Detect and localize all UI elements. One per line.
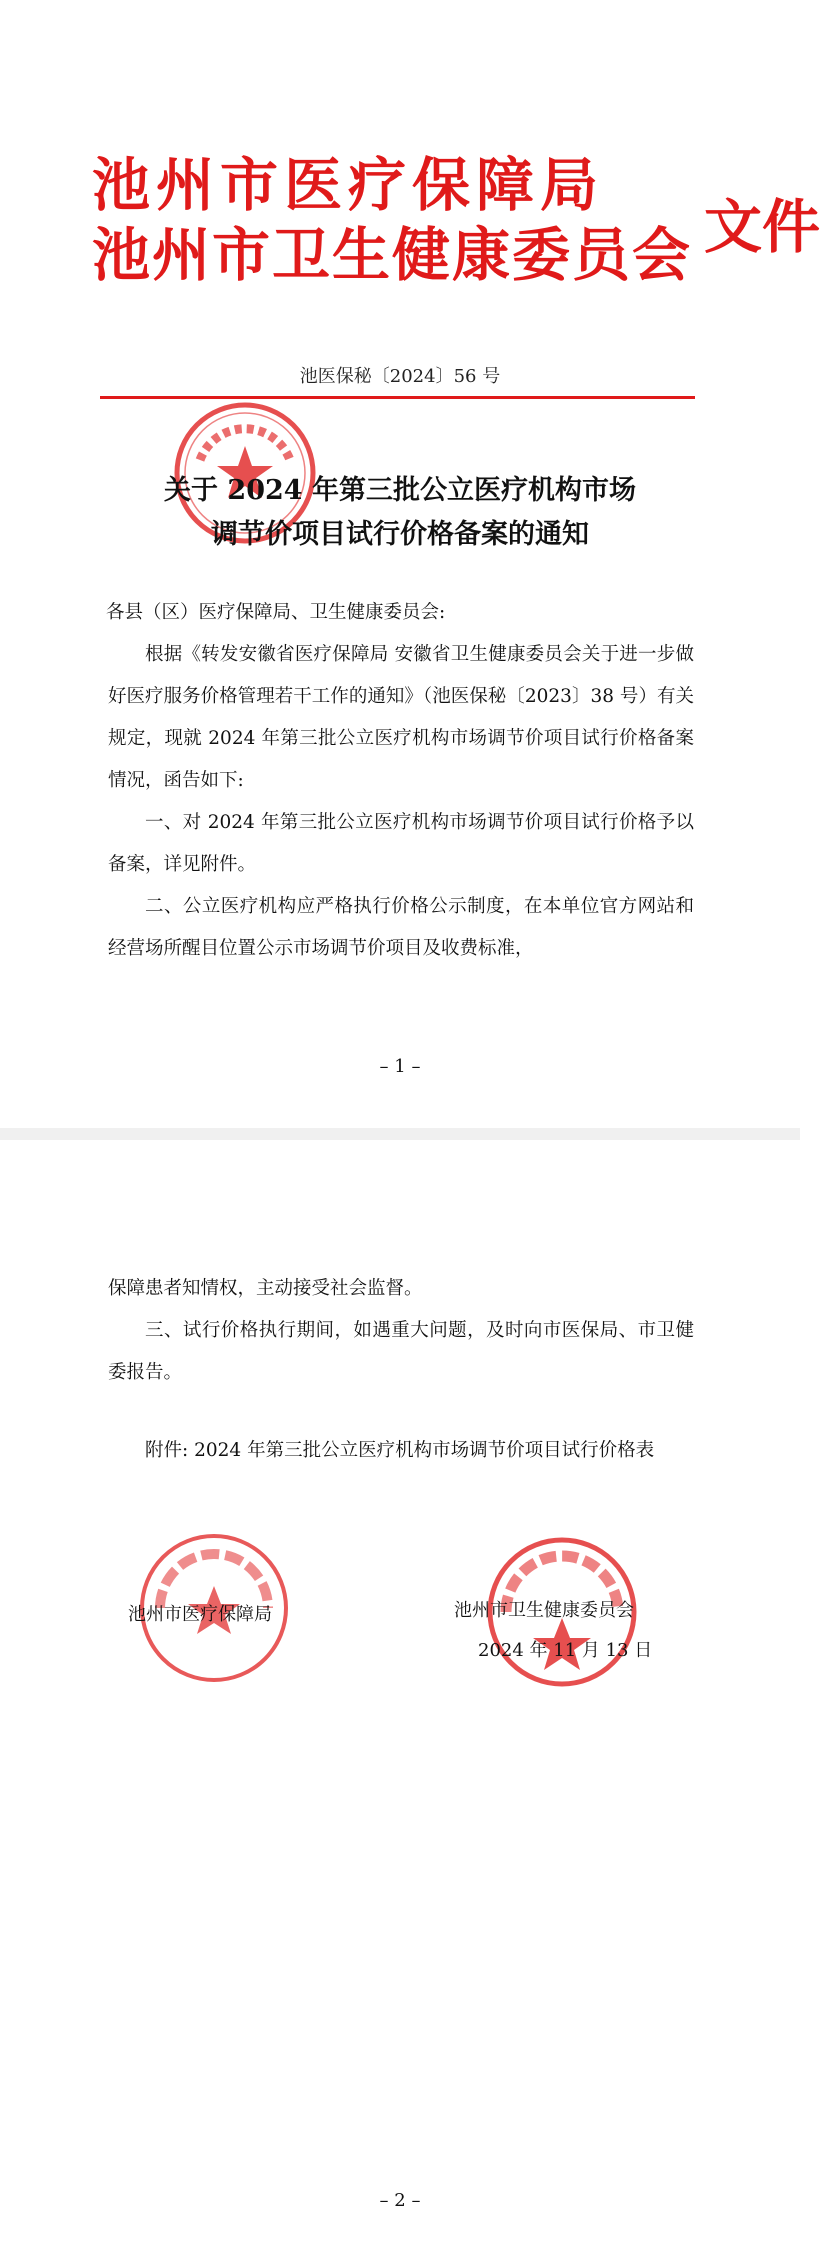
document-page-1	[0, 0, 820, 1128]
body-paragraph: 二、公立医疗机构应严格执行价格公示制度，在本单位官方网站和经营场所醒目位置公示市场调节价项目及收费标准，	[108, 896, 694, 959]
salutation: 各县（区）医疗保障局、卫生健康委员会:	[106, 602, 446, 623]
page-number: – 1 –	[379, 1056, 421, 1077]
body-paragraph: 保障患者知情权，主动接受社会监督。	[108, 1278, 423, 1299]
notice-title-line-1: 关于 2024 年第三批公立医疗机构市场	[164, 475, 636, 506]
issuing-organizations	[92, 150, 820, 300]
signing-org-left: 池州市医疗保障局	[128, 1604, 272, 1625]
page-separator	[0, 1128, 800, 1140]
page-number: – 2 –	[379, 2190, 421, 2211]
notice-title-line-2: 调节价项目试行价格备案的通知	[211, 519, 589, 550]
signing-org-right: 池州市卫生健康委员会	[454, 1600, 634, 1621]
org-name-line-1: 池州市医疗保障局	[92, 151, 605, 219]
body-paragraph: 一、对 2024 年第三批公立医疗机构市场调节价项目试行价格予以备案，详见附件。	[108, 812, 694, 875]
document-number: 池医保秘〔2024〕56 号	[299, 366, 501, 387]
notice-body	[108, 592, 694, 970]
attachment-note: 附件: 2024 年第三批公立医疗机构市场调节价项目试行价格表	[145, 1440, 655, 1461]
notice-body-continued	[108, 1268, 694, 1394]
body-paragraph: 三、试行价格执行期间，如遇重大问题，及时向市医保局、市卫健委报告。	[108, 1320, 694, 1383]
signing-date: 2024 年 11 月 13 日	[478, 1640, 653, 1661]
document-type-label: 文件	[704, 193, 820, 261]
body-paragraph: 根据《转发安徽省医疗保障局 安徽省卫生健康委员会关于进一步做好医疗服务价格管理若干工作的通知》（池医保秘〔2023〕38 号）有关规定，现就 2024 年第三批公立医疗机构市场调节价项目试行价格备案情况，函告如下:	[108, 644, 694, 791]
org-name-line-2: 池州市卫生健康委员会	[92, 221, 693, 289]
document-page-2	[0, 1140, 800, 2264]
